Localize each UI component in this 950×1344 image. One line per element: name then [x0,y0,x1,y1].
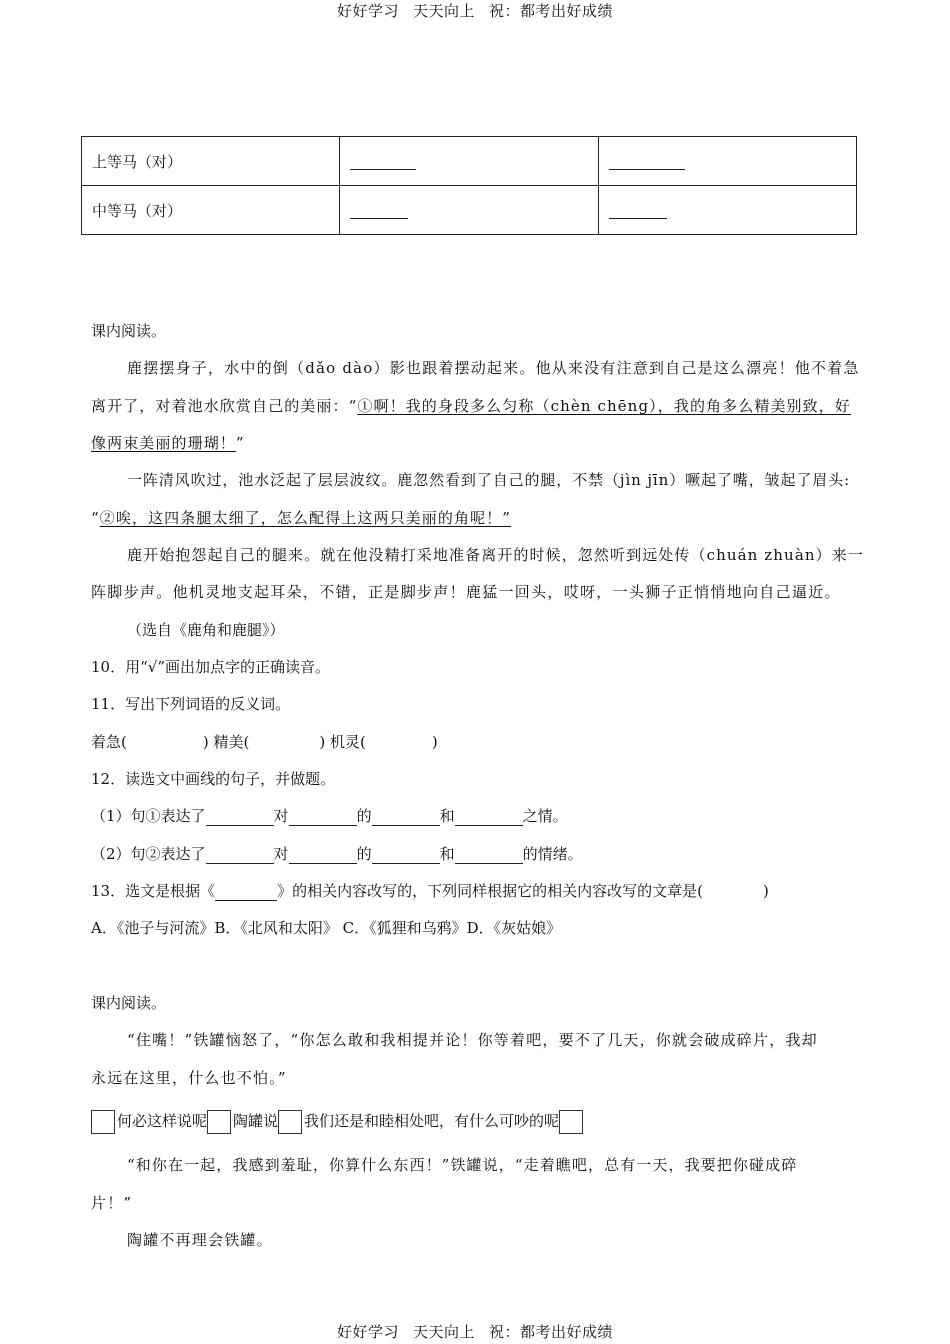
footer-motto-3: 祝：都考出好成绩 [489,1323,614,1341]
text: 陶罐说 [233,1112,279,1130]
underlined-sentence-1: ①啊！我的身段多么匀称（chèn chēng），我的角多么精美别致，好 [357,397,851,415]
question-13-options: A．《池子与河流》B．《北风和太阳》 C．《狐狸和乌鸦》D．《灰姑娘》 [91,919,562,937]
question-11-items [91,732,438,752]
punctuation-box[interactable] [559,1110,583,1134]
passage-line: “住嘴！”铁罐恼怒了，“你怎么敢和我相提并论！你等着吧，要不了几天，你就会破成碎片，我却 [127,1031,818,1049]
text: 之情。 [522,807,568,825]
text: 对 [273,845,289,863]
question-12-2 [91,844,583,864]
question-10: 10．用“√”画出加点字的正确读音。 [91,658,330,676]
horse-match-table [81,136,857,235]
underlined-sentence-2: ②唉，这四条腿太细了，怎么配得上这两只美丽的角呢！” [99,509,512,527]
text: ) 机灵( [319,733,366,751]
answer-blank[interactable] [206,811,274,826]
punctuation-box[interactable] [278,1110,302,1134]
answer-blank[interactable] [289,811,357,826]
answer-blank[interactable] [455,811,523,826]
answer-blank[interactable] [455,849,523,864]
passage-title: 课内阅读。 [91,322,167,340]
text: ) [431,733,438,751]
text: 的情绪。 [522,845,583,863]
answer-blank[interactable] [350,155,416,170]
text: 离开了，对着池水欣赏自己的美丽：“ [91,397,358,415]
punctuation-box[interactable] [91,1110,115,1134]
answer-blank[interactable] [289,849,357,864]
text: 和 [439,845,455,863]
answer-blank[interactable] [372,849,440,864]
text: 》的相关内容改写的，下列同样根据它的相关内容改写的文章是( [277,882,703,900]
text: 的 [356,807,372,825]
text: （1）句①表达了 [91,807,206,825]
text: “ [91,509,100,527]
text: 和 [439,807,455,825]
table-row [82,186,857,235]
text: 着急( [91,733,127,751]
footer-motto-1: 好好学习 [336,1323,399,1341]
blank-cell [340,186,598,235]
answer-blank[interactable] [609,155,685,170]
question-12: 12．读选文中画线的句子，并做题。 [91,770,336,788]
text: ) [762,882,769,900]
question-11: 11．写出下列词语的反义词。 [91,695,291,713]
question-12-1 [91,806,568,826]
text: 13．选文是根据《 [91,882,216,900]
passage-line: 陶罐不再理会铁罐。 [127,1231,273,1249]
blank-cell [340,137,598,186]
passage-line [91,433,245,453]
answer-blank[interactable] [350,204,408,219]
punctuation-box[interactable] [207,1110,231,1134]
passage-line: 鹿开始抱怨起自己的腿来。就在他没精打采地准备离开的时候，忽然听到远处传（chuán zhuàn）来一 [127,546,864,564]
text: 对 [273,807,289,825]
passage-line [91,508,511,528]
passage-line: 片！” [91,1194,133,1212]
passage-line: 阵脚步声。他机灵地支起耳朵，不错，正是脚步声！鹿猛一回头，哎呀，一头狮子正悄悄地向自己逼近。 [91,583,841,601]
passage-line: 鹿摆摆身子，水中的倒（dǎo dào）影也跟着摆动起来。他从来没有注意到自己是这么漂亮！他不着急 [127,359,860,377]
header-motto-1: 好好学习 [336,2,399,20]
passage-source: （选自《鹿角和鹿腿》） [127,621,285,639]
row-label: 上等马（对） [82,137,340,186]
header-motto-3: 祝：都考出好成绩 [489,2,614,20]
row-label: 中等马（对） [82,186,340,235]
punctuation-exercise-line [91,1108,585,1134]
text: ” [235,434,245,452]
passage-title: 课内阅读。 [91,994,167,1012]
text: ) 精美( [202,733,250,751]
passage-line [91,396,851,416]
blank-cell [598,186,856,235]
question-13 [91,881,769,901]
passage-line: 一阵清风吹过，池水泛起了层层波纹。鹿忽然看到了自己的腿，不禁（jìn jīn）噘起了嘴，皱起了眉头: [127,471,851,489]
passage-line: “和你在一起，我感到羞耻，你算什么东西！”铁罐说，“走着瞧吧，总有一天，我要把你碰成碎 [127,1156,798,1174]
text: （2）句②表达了 [91,845,206,863]
passage-line: 永远在这里，什么也不怕。” [91,1069,287,1087]
header-motto-2: 天天向上 [412,2,475,20]
underlined-sentence-1-end: 像两束美丽的珊瑚！ [91,434,236,452]
answer-blank[interactable] [215,886,277,901]
answer-blank[interactable] [372,811,440,826]
text: 何必这样说呢 [117,1112,208,1130]
footer-motto-2: 天天向上 [412,1323,475,1341]
blank-cell [598,137,856,186]
table-row [82,137,857,186]
text: 我们还是和睦相处吧，有什么可吵的呢 [304,1112,560,1130]
answer-blank[interactable] [206,849,274,864]
answer-blank[interactable] [609,204,667,219]
page-footer [0,1321,950,1342]
page-header [0,0,950,21]
text: 的 [356,845,372,863]
